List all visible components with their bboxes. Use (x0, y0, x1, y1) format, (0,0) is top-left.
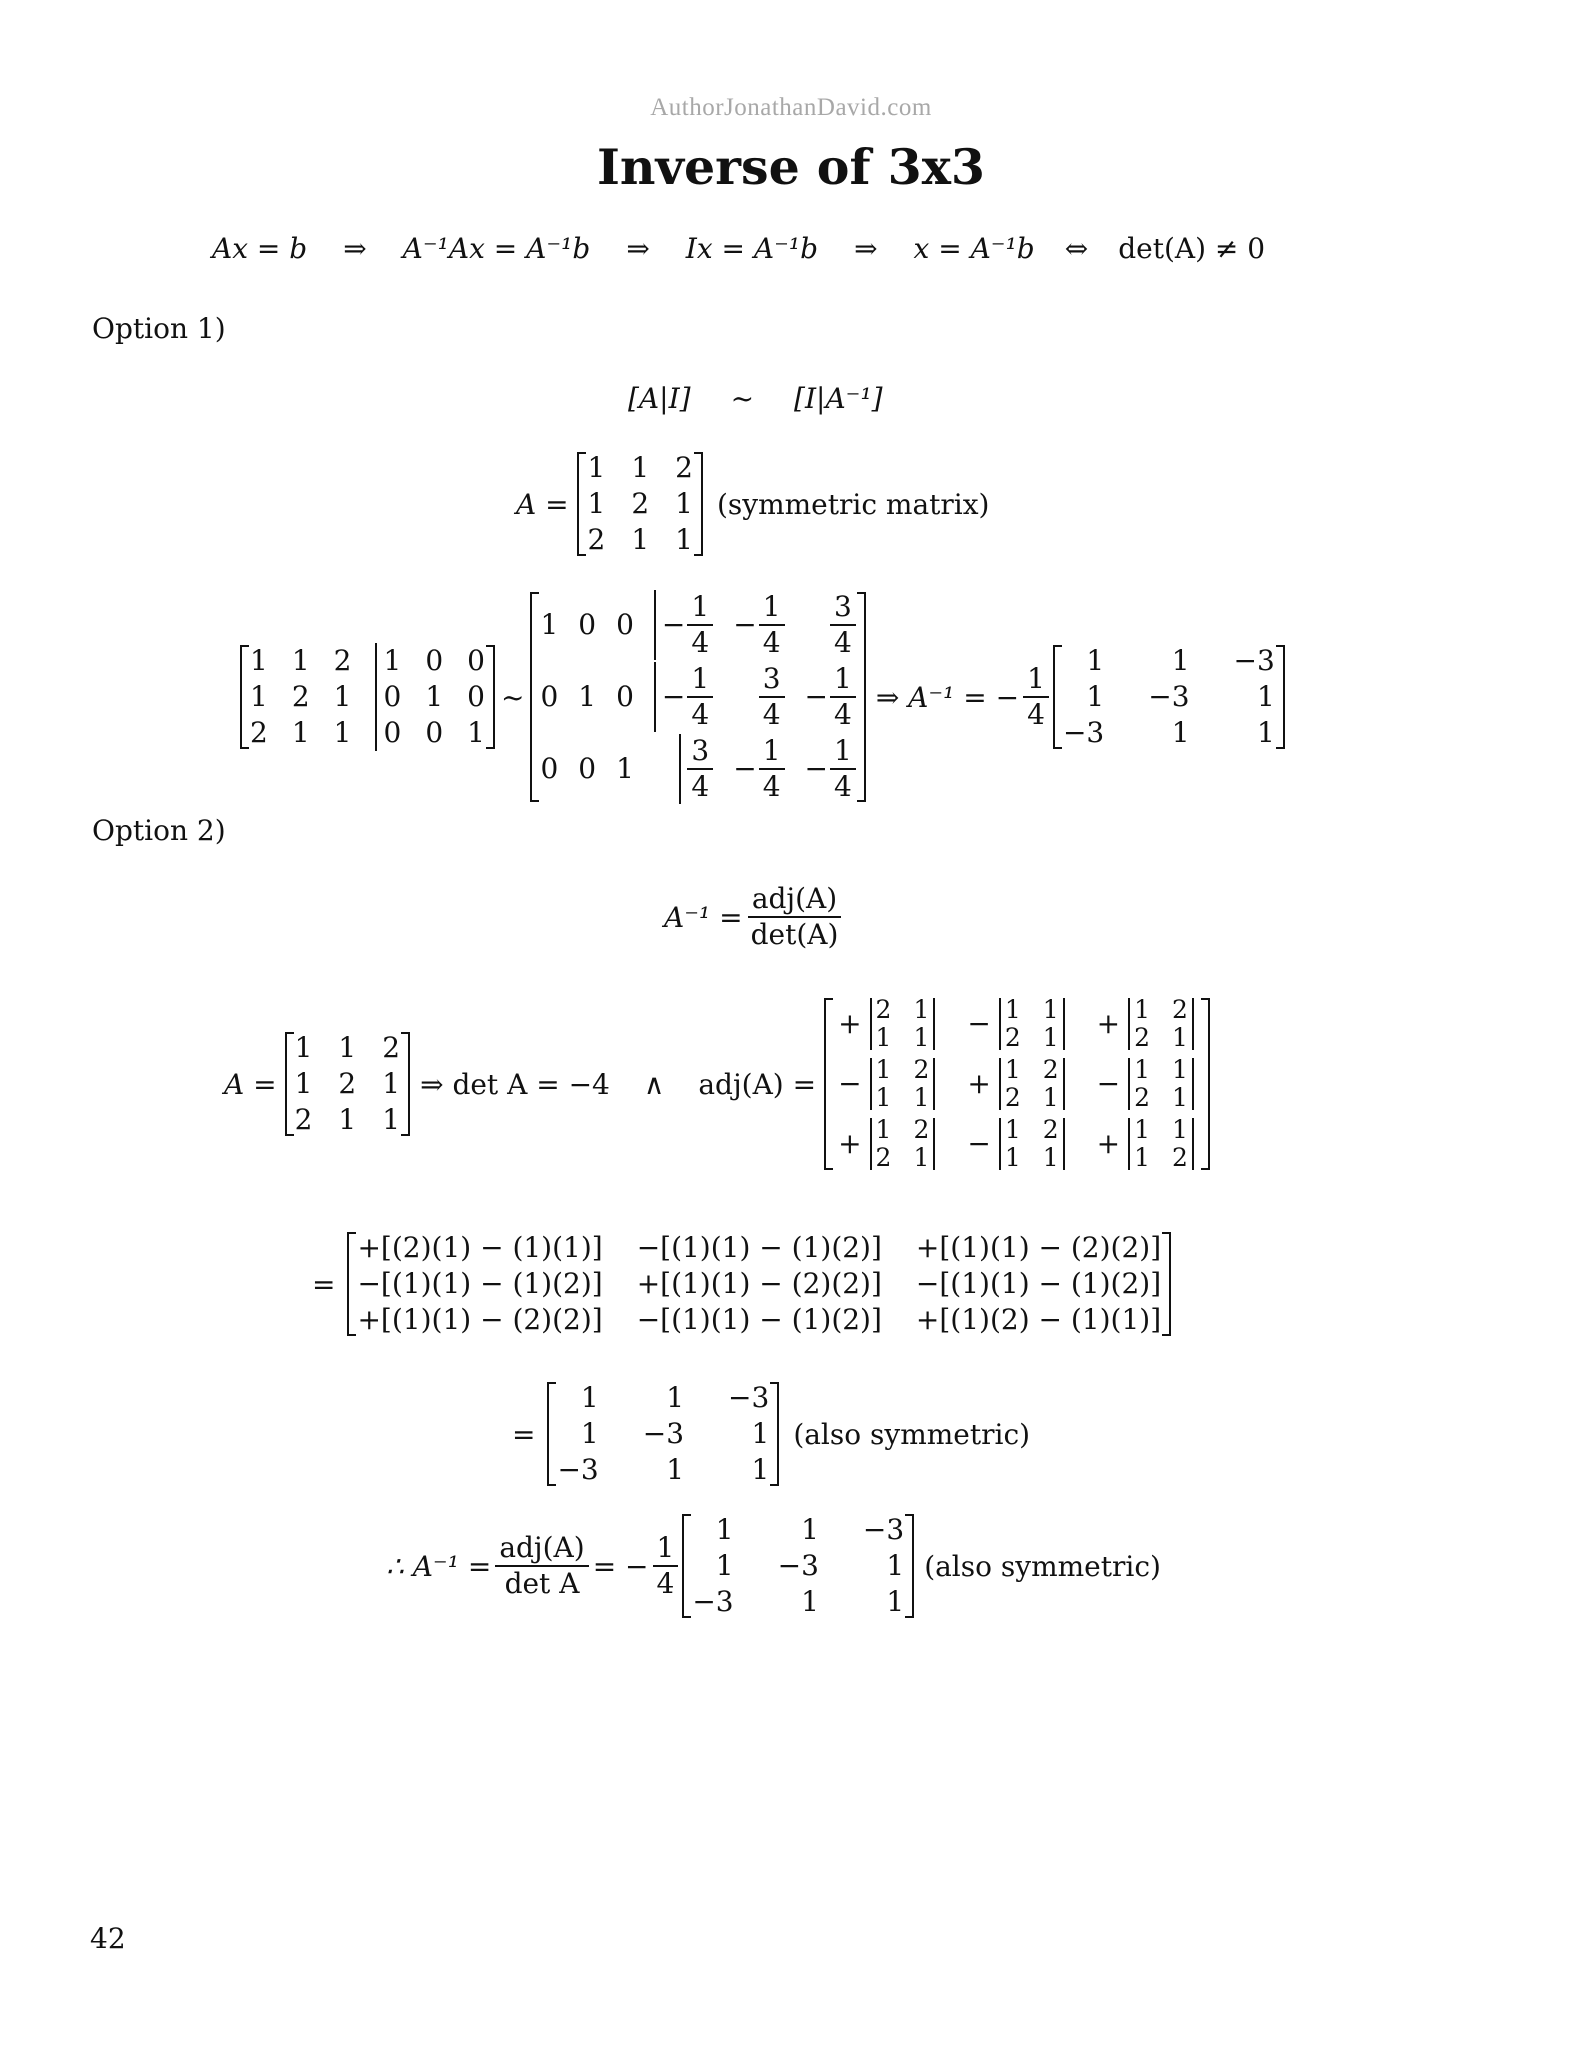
matrix-entry: 1 (382, 1067, 401, 1100)
minor-determinant (997, 996, 1067, 1052)
expanded-matrix (347, 1230, 1171, 1338)
cofactor-sign: − (838, 1067, 862, 1100)
intro-equation (212, 232, 1265, 265)
matrix-entry: 1 (1004, 1143, 1021, 1172)
matrix-entry: 1 (250, 644, 268, 677)
matrix-entry: 1 (631, 451, 650, 484)
expanded-line (312, 1230, 1171, 1338)
matrix-entry: 2 (587, 523, 606, 556)
matrix-entry: +[(2)(1) − (1)(1)] (357, 1231, 603, 1264)
matrix-entry: 1 (291, 716, 310, 749)
eq-ix: Ix = A⁻¹b (685, 232, 819, 265)
fraction-entry: $\frac{3}{4}$ (830, 590, 856, 660)
matrix-entry: 1 (1004, 995, 1021, 1024)
matrix-entry: 1 (875, 1115, 892, 1144)
matrix-entry: 1 (333, 680, 352, 713)
matrix-entry: 1 (250, 680, 268, 713)
eq-neg: = − (592, 1549, 649, 1583)
cofactor-entry (838, 996, 937, 1052)
adjugate-formula (664, 882, 846, 952)
matrix-entry: −3 (777, 1549, 819, 1582)
eq-ainv-ax: A⁻¹Ax = A⁻¹b (402, 232, 591, 265)
cofactor-entry (967, 1056, 1066, 1112)
coefficient-fraction (1023, 662, 1049, 732)
cofactor-entry (1097, 1056, 1196, 1112)
minor-determinant (1126, 1116, 1196, 1172)
matrix-entry: 2 (1134, 1083, 1151, 1112)
coef-den: 4 (1027, 698, 1045, 731)
matrix-entry: 1 (913, 995, 930, 1024)
cofactor-matrix (824, 996, 1210, 1172)
tilde: ~ (500, 680, 525, 714)
augmented-matrix (240, 643, 495, 751)
matrix-entry: 1 (1171, 716, 1190, 749)
fraction-entry: − $\frac{1}{4}$ (805, 734, 856, 804)
matrix-entry: 1 (587, 451, 606, 484)
matrix-entry: 1 (580, 1381, 599, 1414)
adj-eq: adj(A) = (698, 1067, 817, 1101)
matrix-entry: −3 (692, 1585, 734, 1618)
matrix-entry: 0 (540, 680, 559, 713)
matrix-entry: 2 (1004, 1023, 1021, 1052)
matrix-entry: 0 (425, 716, 444, 749)
matrix-entry: 2 (250, 716, 268, 749)
final-line (386, 1512, 1161, 1620)
final-fraction (495, 1531, 588, 1601)
minor-determinant (868, 1056, 938, 1112)
matrix-entry: 0 (467, 680, 485, 713)
matrix-entry: 0 (540, 752, 559, 785)
fraction-entry: − $\frac{1}{4}$ (805, 662, 856, 732)
matrix-entry: 0 (616, 680, 634, 713)
matrix-entry: 1 (801, 1513, 819, 1546)
matrix-entry: 1 (1042, 995, 1059, 1024)
cofactor-sign: − (967, 1007, 991, 1040)
fraction-entry: − $\frac{1}{4}$ (654, 590, 713, 660)
matrix-entry: 1 (715, 1513, 734, 1546)
cofactor-sign: + (1096, 1007, 1121, 1040)
matrix-entry: 1 (1134, 995, 1151, 1024)
final-coef-num: 1 (653, 1531, 679, 1567)
final-coef-den: 4 (656, 1567, 675, 1600)
cofactor-entry (967, 1116, 1066, 1172)
cofactor-entry (1097, 996, 1196, 1052)
matrix-a (285, 1030, 410, 1138)
matrix-entry: 1 (886, 1585, 905, 1618)
matrix-entry: 2 (1004, 1083, 1021, 1112)
matrix-entry: 1 (1004, 1115, 1021, 1144)
final-den: det A (504, 1567, 580, 1600)
matrix-entry: 0 (578, 608, 597, 641)
cofactor-sign: − (1096, 1067, 1121, 1100)
matrix-entry: 1 (1172, 1083, 1188, 1112)
matrix-entry: 2 (338, 1067, 357, 1100)
implies-arrow: ⇒ (626, 232, 650, 265)
aug-a-i: [A|I] (628, 382, 691, 415)
logical-and: ∧ (643, 1067, 665, 1101)
matrix-entry: 2 (333, 644, 352, 677)
cofactor-sign: + (1096, 1127, 1121, 1160)
eq-det-nonzero: det(A) ≠ 0 (1118, 232, 1266, 265)
matrix-entry: 1 (333, 716, 352, 749)
matrix-entry: 1 (1134, 1143, 1151, 1172)
matrix-entry: 2 (631, 487, 650, 520)
matrix-entry: 1 (666, 1453, 685, 1486)
formula-num: adj(A) (748, 882, 841, 918)
minor-determinant (1126, 1056, 1196, 1112)
matrix-entry: 0 (375, 715, 401, 751)
matrix-entry: 2 (875, 1143, 892, 1172)
also-symmetric-note: (also symmetric) (924, 1549, 1161, 1583)
cofactor-sign: + (838, 1127, 862, 1160)
also-symmetric-note: (also symmetric) (793, 1417, 1031, 1451)
matrix-entry: 1 (291, 644, 310, 677)
symmetric-note: (symmetric matrix) (716, 487, 990, 521)
matrix-entry: 2 (675, 451, 693, 484)
matrix-entry: 2 (1042, 1055, 1059, 1084)
implies-arrow: ⇒ (343, 232, 367, 265)
matrix-entry: 1 (375, 643, 401, 679)
matrix-entry: 0 (467, 644, 485, 677)
minor-determinant (997, 1056, 1067, 1112)
matrix-entry: 1 (425, 680, 444, 713)
page-number: 42 (90, 1922, 126, 1955)
matrix-entry: 2 (1172, 995, 1188, 1024)
fraction-entry: $\frac{3}{4}$ (759, 662, 785, 732)
matrix-entry: 1 (580, 1417, 599, 1450)
matrix-entry: −3 (642, 1417, 685, 1450)
tilde: ~ (730, 382, 755, 415)
a-eq: A = (224, 1067, 277, 1101)
det-adj-line (224, 996, 1210, 1172)
matrix-entry: −[(1)(1) − (1)(2)] (915, 1267, 1162, 1300)
cofactor-entry (1097, 1116, 1196, 1172)
matrix-entry: 2 (913, 1055, 930, 1084)
matrix-entry: 1 (382, 1103, 401, 1136)
matrix-entry: 1 (1134, 1055, 1151, 1084)
page-title: Inverse of 3x3 (596, 138, 986, 196)
matrix-entry: 2 (875, 995, 892, 1024)
matrix-entry: 2 (1042, 1115, 1059, 1144)
matrix-entry: −[(1)(1) − (1)(2)] (636, 1303, 882, 1336)
cofactor-sign: − (967, 1127, 991, 1160)
matrix-entry: 1 (1086, 680, 1105, 713)
coef-num: 1 (1023, 662, 1049, 698)
matrix-entry: 1 (294, 1031, 313, 1064)
matrix-entry: −3 (728, 1381, 770, 1414)
inverse-matrix (1053, 643, 1285, 751)
formula-fraction (747, 882, 843, 952)
adj-result-line (512, 1380, 1030, 1488)
fraction-entry: − $\frac{1}{4}$ (733, 590, 784, 660)
a-eq: A = (516, 487, 578, 521)
cofactor-entry (838, 1116, 937, 1172)
cofactor-entry (838, 1056, 937, 1112)
matrix-entry: 1 (616, 752, 634, 785)
gauss-jordan-line (240, 590, 1285, 804)
result-prefix: ⇒ A⁻¹ = − (875, 680, 1020, 714)
final-coef (653, 1531, 679, 1601)
matrix-entry: −3 (1233, 644, 1275, 677)
matrix-entry: 2 (1134, 1023, 1151, 1052)
cofactor-sign: + (838, 1007, 862, 1040)
option2-label: Option 2) (92, 814, 226, 847)
therefore: ∴ A⁻¹ = (386, 1549, 492, 1583)
matrix-entry: 1 (675, 487, 693, 520)
implies-arrow: ⇒ (854, 232, 878, 265)
aug-i-ainv: [I|A⁻¹] (794, 382, 883, 415)
matrix-entry: 1 (751, 1453, 770, 1486)
row-reduction-rule (628, 382, 883, 415)
adjugate-matrix (547, 1380, 779, 1488)
matrix-entry: 2 (382, 1031, 401, 1064)
matrix-entry: 1 (338, 1031, 357, 1064)
final-inverse-matrix (682, 1512, 914, 1620)
matrix-entry: 1 (578, 680, 597, 713)
matrix-entry: 1 (587, 487, 606, 520)
minor-determinant (1126, 996, 1196, 1052)
matrix-entry: −3 (557, 1453, 599, 1486)
matrix-entry: 1 (675, 523, 693, 556)
matrix-entry: 1 (1042, 1143, 1059, 1172)
formula-lhs: A⁻¹ = (664, 900, 743, 934)
matrix-entry: 1 (1042, 1083, 1059, 1112)
minor-determinant (868, 1116, 938, 1172)
det-value: ⇒ det A = −4 (420, 1067, 610, 1101)
matrix-entry: 0 (616, 608, 634, 641)
matrix-entry: −3 (1062, 716, 1105, 749)
matrix-entry: 1 (913, 1083, 930, 1112)
option1-label: Option 1) (92, 312, 226, 345)
matrix-entry: 1 (1172, 1055, 1188, 1084)
eq-x: x = A⁻¹b (913, 232, 1035, 265)
equals: = (512, 1417, 536, 1451)
matrix-entry: 1 (913, 1143, 930, 1172)
site-watermark: AuthorJonathanDavid.com (650, 94, 932, 121)
matrix-entry: +[(1)(1) − (2)(2)] (636, 1267, 882, 1300)
final-num: adj(A) (495, 1531, 588, 1567)
matrix-entry: 1 (1256, 716, 1275, 749)
fraction-entry: − $\frac{1}{4}$ (733, 734, 784, 804)
matrix-entry: 0 (375, 679, 401, 715)
matrix-entry: 1 (801, 1585, 819, 1618)
matrix-entry: 0 (578, 752, 597, 785)
matrix-entry: 1 (1172, 1023, 1188, 1052)
equals: = (312, 1267, 336, 1301)
cofactor-sign: + (967, 1067, 991, 1100)
matrix-a-definition (516, 450, 989, 558)
matrix-entry: 0 (425, 644, 444, 677)
matrix-entry: +[(1)(1) − (2)(2)] (357, 1303, 603, 1336)
matrix-entry: −[(1)(1) − (1)(2)] (357, 1267, 603, 1300)
reduced-matrix (530, 590, 865, 804)
matrix-entry: −[(1)(1) − (1)(2)] (636, 1231, 882, 1264)
matrix-entry: 1 (1042, 1023, 1059, 1052)
matrix-entry: 1 (751, 1417, 770, 1450)
matrix-entry: 1 (1004, 1055, 1021, 1084)
matrix-entry: 2 (913, 1115, 930, 1144)
matrix-entry: 1 (1171, 644, 1190, 677)
matrix-entry: 1 (666, 1381, 685, 1414)
matrix-entry: −3 (1148, 680, 1190, 713)
matrix-entry: 1 (875, 1055, 892, 1084)
fraction-entry: $\frac{3}{4}$ (679, 734, 713, 804)
matrix-entry: 1 (540, 608, 559, 641)
matrix-entry: 1 (338, 1103, 357, 1136)
matrix-entry: 2 (291, 680, 310, 713)
matrix-entry: 1 (875, 1023, 892, 1052)
matrix-entry: 1 (913, 1023, 930, 1052)
iff-arrow: ⇔ (1064, 232, 1089, 265)
matrix-entry: 1 (875, 1083, 892, 1112)
matrix-entry: 1 (631, 523, 650, 556)
matrix-entry: +[(1)(1) − (2)(2)] (915, 1231, 1162, 1264)
matrix-entry: 1 (1256, 680, 1275, 713)
matrix-entry: 1 (294, 1067, 313, 1100)
matrix-entry: 1 (1172, 1115, 1188, 1144)
matrix-entry: 2 (294, 1103, 313, 1136)
matrix-entry: −3 (862, 1513, 905, 1546)
matrix-entry: +[(1)(2) − (1)(1)] (915, 1303, 1162, 1336)
matrix-entry: 1 (1086, 644, 1105, 677)
eq-ax-b: Ax = b (212, 232, 308, 265)
matrix-entry: 1 (886, 1549, 905, 1582)
formula-den: det(A) (750, 918, 839, 951)
matrix-entry: 1 (1134, 1115, 1151, 1144)
minor-determinant (997, 1116, 1067, 1172)
minor-determinant (868, 996, 938, 1052)
fraction-entry: − $\frac{1}{4}$ (654, 662, 713, 732)
matrix-entry: 2 (1172, 1143, 1188, 1172)
matrix-entry: 1 (715, 1549, 734, 1582)
matrix-entry: 1 (467, 716, 485, 749)
cofactor-entry (967, 996, 1066, 1052)
matrix-a (577, 450, 702, 558)
